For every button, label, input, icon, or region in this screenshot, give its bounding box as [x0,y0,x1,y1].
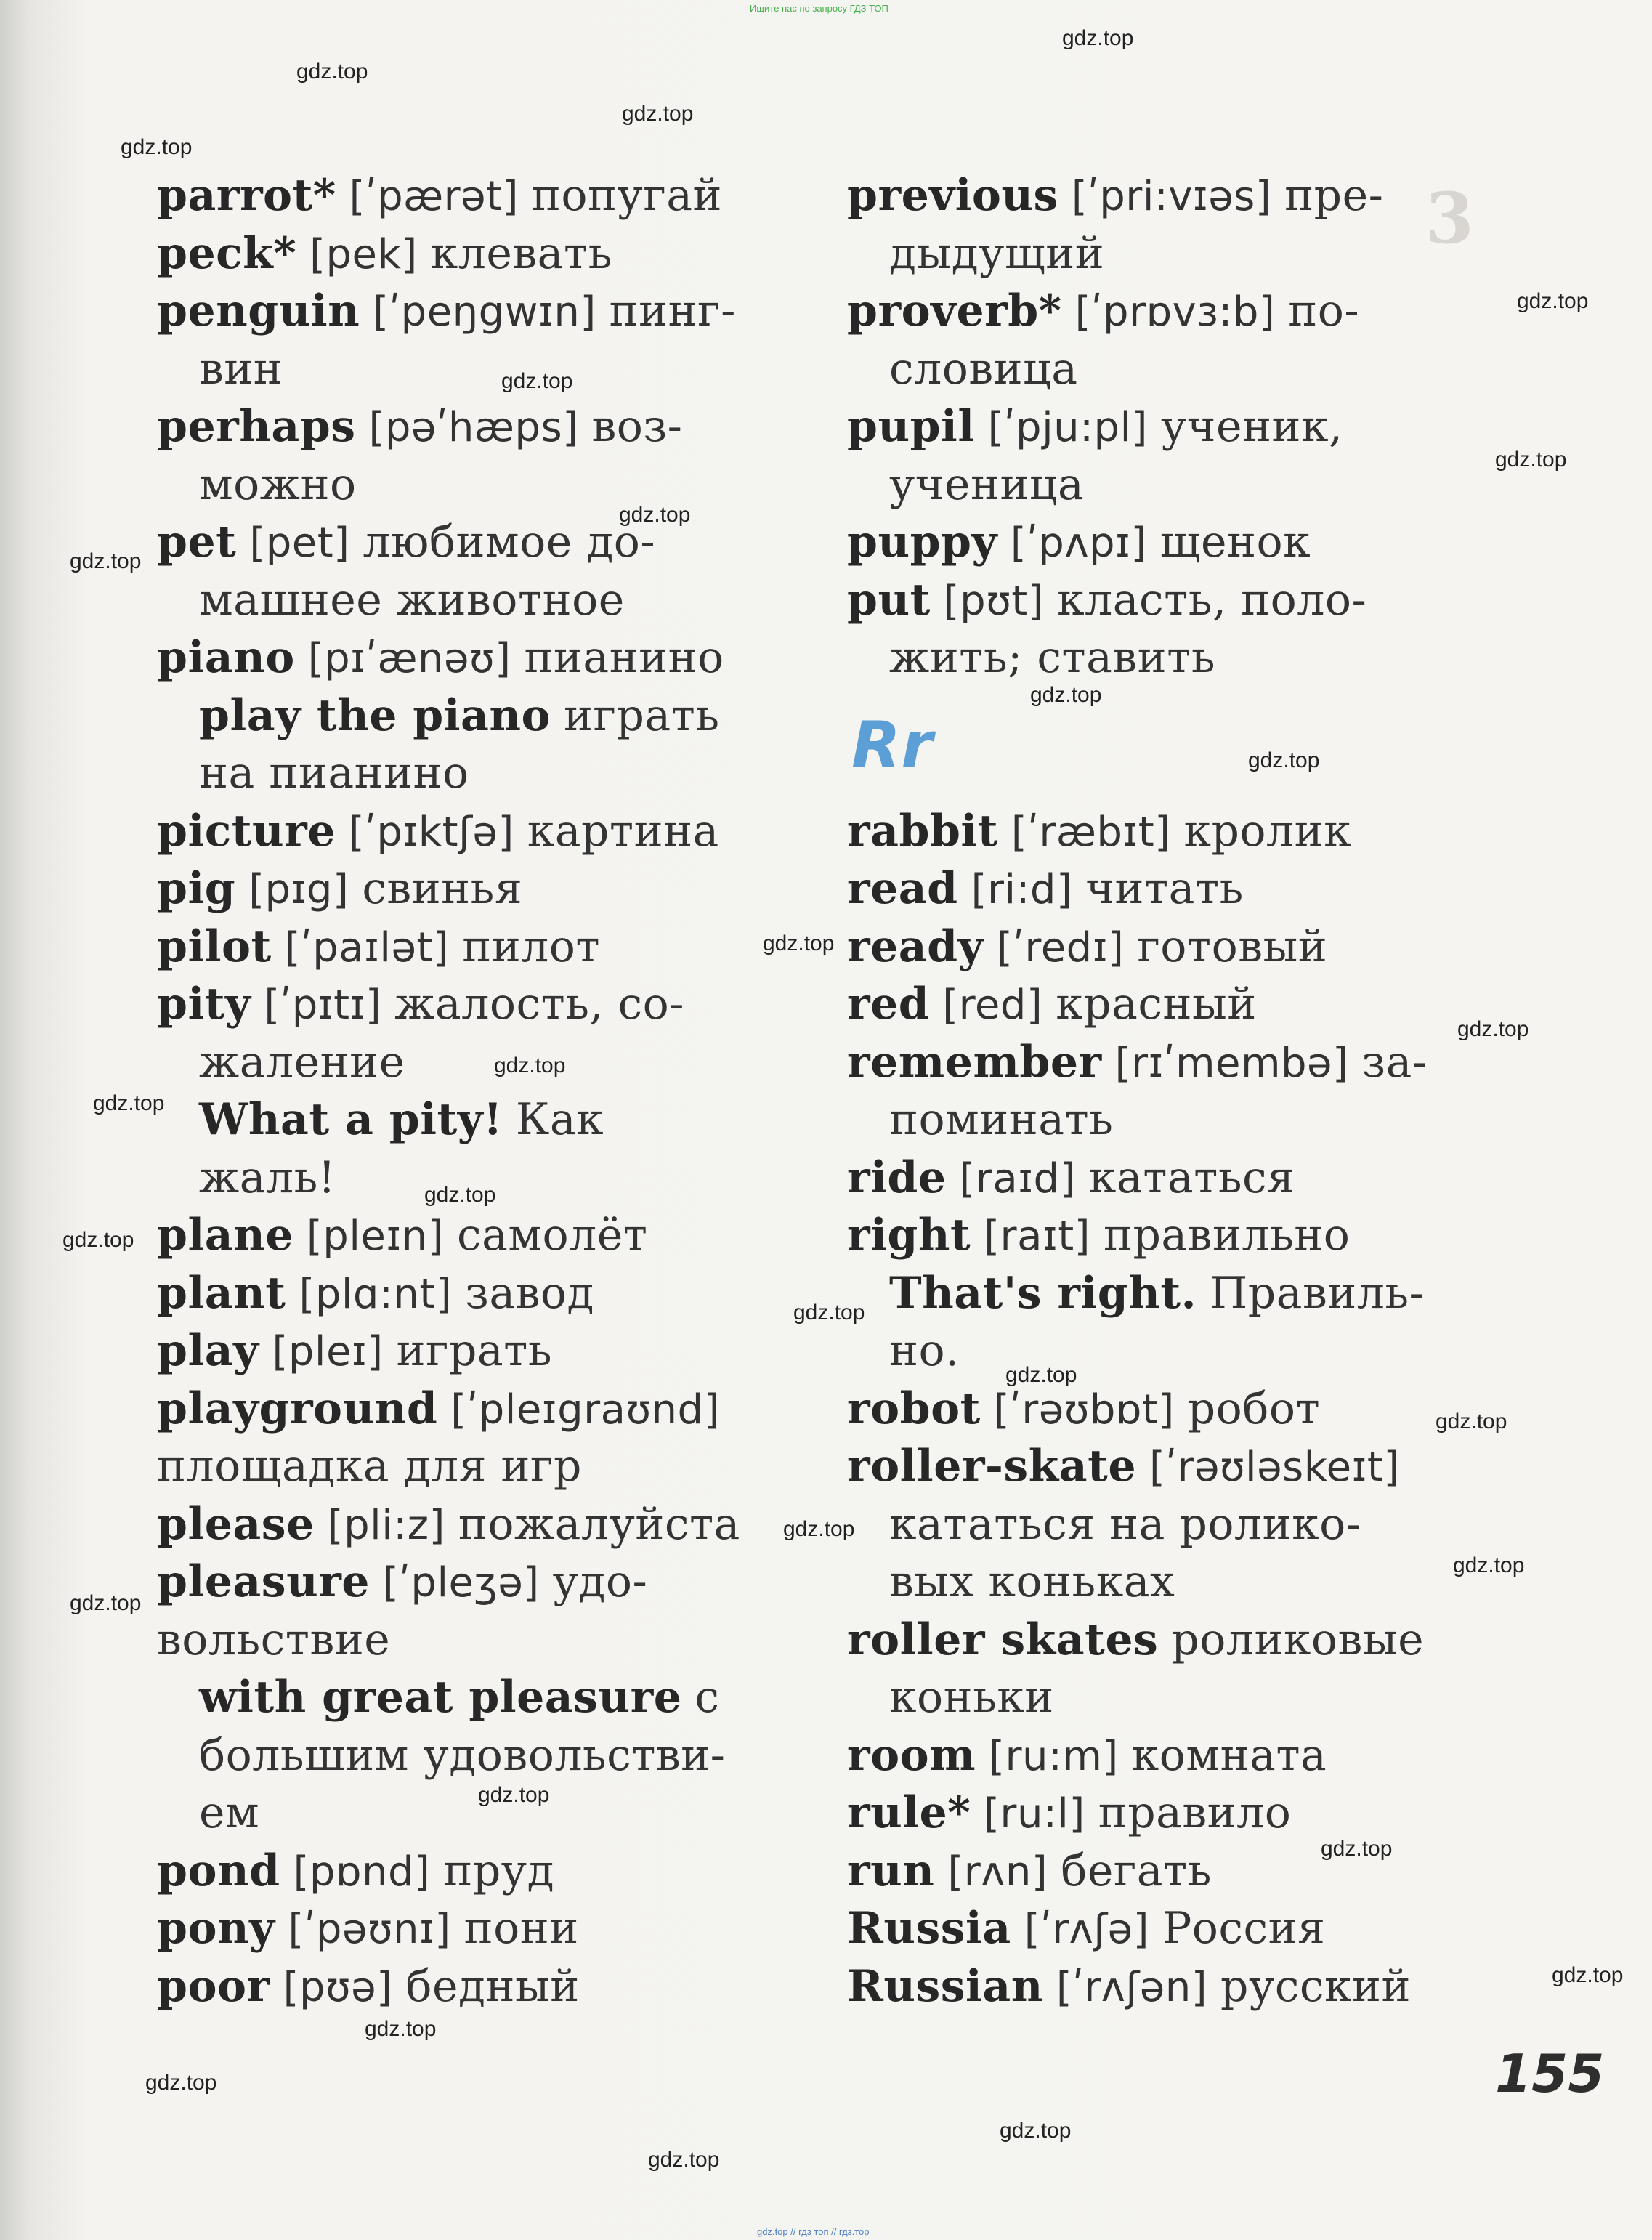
headword: That's right. [889,1267,1197,1319]
headword: rabbit [847,805,998,857]
headword: put [847,574,931,626]
translation: русский [1220,1960,1411,2012]
headword: perhaps [157,401,356,452]
transcription: [pleɪ] [272,1328,384,1375]
transcription: [pek] [309,230,418,278]
transcription: [plɑ:nt] [299,1270,453,1318]
translation: играть [396,1325,553,1376]
translation: жить; ставить [889,632,1216,683]
left-column [157,167,782,2015]
translation: правильно [1104,1210,1351,1261]
transcription: [ʹredɪ] [996,923,1125,971]
entry-continuation [847,225,1472,283]
translation: комната [1131,1729,1327,1781]
dictionary-entry [847,803,1472,861]
transcription: [ʹpʌpɪ] [1010,519,1147,567]
headword: read [847,863,958,914]
entry-continuation [847,456,1472,514]
headword: plant [157,1267,286,1319]
transcription: [ʹrəʊləskeɪt] [1149,1444,1400,1491]
watermark: gdz.top [1030,683,1102,707]
translation: дыдущий [889,227,1105,279]
translation: пилот [462,921,601,972]
watermark: gdz.top [494,1054,566,1077]
translation: площадка для игр [157,1441,582,1492]
transcription: [ʹpju:pl] [987,404,1148,451]
dictionary-entry [157,976,782,1034]
translation: клевать [430,227,612,279]
translation: воз- [591,401,683,452]
headword: ready [847,921,984,972]
watermark: gdz.top [1495,448,1567,472]
headword: What a pity! [199,1094,503,1145]
translation: самолёт [456,1210,648,1261]
dictionary-entry [157,167,782,225]
translation: можно [199,458,357,510]
headword: with great pleasure [199,1672,682,1723]
headword: parrot* [157,170,336,221]
dictionary-entry [157,803,782,861]
watermark: gdz.top [1248,748,1320,772]
translation: вин [199,343,283,395]
watermark: gdz.top [1321,1837,1393,1861]
headword: peck* [157,227,297,279]
entry-continuation [157,1612,782,1670]
dictionary-entry [847,918,1472,977]
transcription: [ʹpɪktʃə] [348,808,514,856]
headword: Russia [847,1903,1011,1954]
translation: ученица [889,458,1085,510]
translation: коньки [889,1672,1054,1723]
translation: Как [515,1094,604,1145]
dictionary-entry [847,167,1472,225]
dictionary-entry [847,1438,1472,1496]
section-heading [847,687,1472,803]
entry-continuation [157,341,782,399]
transcription: [rɪʹmembə] [1114,1039,1349,1087]
headword: remember [847,1036,1102,1088]
dictionary-entry [847,1380,1472,1439]
r-entries [847,803,1472,2016]
dictionary-entry [157,1380,782,1439]
entry-continuation [847,1669,1472,1727]
dictionary-entry [847,1727,1472,1785]
dictionary-entry [847,1958,1472,2016]
header-note: Ищите нас по запросу ГДЗ ТОП [750,3,888,14]
translation: щенок [1159,517,1311,567]
transcription: [pɪg] [248,866,349,913]
watermark: gdz.top [1457,1017,1529,1041]
headword: plane [157,1210,293,1261]
translation: картина [527,805,719,857]
transcription: [red] [942,982,1043,1029]
dictionary-entry [847,1612,1472,1670]
translation: готовый [1137,921,1328,972]
dictionary-entry [847,283,1472,341]
watermark: gdz.top [424,1183,496,1207]
headword: right [847,1210,971,1261]
dictionary-entry [157,687,782,745]
headword: previous [847,170,1058,221]
transcription: [ʹpærət] [349,173,519,220]
dictionary-entry [157,1900,782,1958]
translation: Россия [1162,1903,1326,1954]
translation: правило [1098,1787,1292,1838]
headword: run [847,1845,935,1896]
entry-continuation [847,341,1472,399]
translation: читать [1085,863,1244,914]
transcription: [ʹpleʒə] [382,1559,540,1606]
transcription: [ʹrəʊbɒt] [993,1386,1175,1434]
dictionary-entry [847,1900,1472,1958]
translation: пруд [443,1845,555,1896]
entry-continuation [847,629,1472,687]
dictionary-entry [847,1034,1472,1092]
watermark: gdz.top [145,2071,217,2095]
translation: ученик, [1160,401,1343,452]
dictionary-entry [157,1843,782,1901]
watermark: gdz.top [1552,1963,1624,1987]
headword: red [847,979,930,1030]
translation: ем [199,1787,260,1838]
translation: красный [1056,979,1257,1030]
watermark: gdz.top [763,931,835,955]
translation: кататься [1088,1152,1295,1203]
transcription: [pleɪn] [306,1213,444,1260]
transcription: [ʹræbɪt] [1011,808,1171,856]
transcription: [ʹpɪtɪ] [264,982,382,1029]
watermark: gdz.top [793,1301,865,1325]
translation: вых коньках [889,1556,1175,1607]
transcription: [ʹpeŋgwɪn] [373,288,596,336]
page-number: 155 [1495,2043,1605,2104]
translation: словица [889,343,1078,395]
translation: на пианино [199,748,469,798]
transcription: [ru:l] [984,1790,1085,1837]
headword: please [157,1498,315,1550]
headword: pilot [157,921,272,972]
transcription: [ʹrʌʃə] [1024,1906,1149,1953]
headword: pond [157,1845,280,1896]
watermark: gdz.top [1005,1363,1077,1387]
entry-continuation [157,1727,782,1785]
translation: машнее животное [199,574,625,626]
headword: roller skates [847,1614,1159,1665]
entry-continuation [847,1496,1472,1554]
dictionary-entry [847,1149,1472,1208]
headword: proverb* [847,286,1062,336]
dictionary-entry [847,572,1472,630]
transcription: [rʌn] [947,1848,1048,1896]
translation: пианино [524,632,724,683]
dictionary-entry [157,629,782,687]
dictionary-entry [847,1207,1472,1265]
entry-continuation [157,745,782,803]
headword: piano [157,632,295,683]
section-letter: Rr [851,707,934,783]
watermark: gdz.top [1436,1410,1507,1434]
dictionary-entry [157,1496,782,1554]
watermark: gdz.top [1517,289,1589,313]
transcription: [ʹprɒvɜ:b] [1074,288,1276,336]
entry-continuation [157,1438,782,1496]
headword: robot [847,1383,981,1434]
entry-continuation [847,1091,1472,1149]
dictionary-entry [157,1265,782,1323]
translation: но. [889,1325,960,1376]
dictionary-entry [157,1553,782,1612]
headword: room [847,1729,976,1781]
watermark: gdz.top [93,1091,165,1115]
translation: за- [1361,1036,1428,1088]
watermark: gdz.top [783,1517,855,1541]
footer-note: gdz.top // гдз топ // гдз.тор [757,2226,870,2237]
corner-glyph: 3 [1425,177,1474,259]
headword: play [157,1325,259,1376]
transcription: [ʹpaɪlət] [284,923,450,971]
translation: кролик [1183,805,1352,857]
translation: играть [564,690,720,741]
transcription: [pəʹhæps] [368,404,579,451]
entry-continuation [157,572,782,630]
headword: roller-skate [847,1441,1137,1492]
dictionary-entry [157,860,782,918]
headword: picture [157,805,336,857]
transcription: [raɪd] [959,1155,1076,1202]
entry-continuation [157,1784,782,1843]
watermark: gdz.top [365,2017,437,2041]
translation: жаление [199,1036,405,1088]
translation: любимое до- [363,517,656,567]
translation: пинг- [609,286,736,336]
entry-continuation [847,1322,1472,1380]
translation: пони [463,1903,579,1954]
headword: rule* [847,1787,971,1838]
translation: с [695,1672,720,1723]
watermark: gdz.top [501,369,573,393]
headword: puppy [847,517,997,567]
watermark: gdz.top [70,1591,142,1615]
watermark: gdz.top [121,135,193,159]
transcription: [ri:d] [971,866,1073,913]
translation: жаль! [199,1152,336,1203]
translation: робот [1187,1383,1321,1434]
transcription: [ʹrʌʃən] [1056,1963,1208,2011]
dictionary-entry [157,1958,782,2016]
translation: бегать [1061,1845,1212,1896]
headword: ride [847,1152,947,1203]
headword: play the piano [199,690,551,741]
transcription: [raɪt] [984,1213,1091,1260]
watermark: gdz.top [1000,2119,1072,2143]
translation: свинья [362,863,523,914]
transcription: [pɪʹænəʊ] [307,635,511,682]
transcription: [pʊə] [283,1963,393,2011]
translation: пре- [1284,170,1384,221]
translation: поминать [889,1094,1114,1145]
headword: pity [157,979,251,1030]
dictionary-entry [847,1265,1472,1323]
dictionary-entry [847,398,1472,456]
dictionary-entry [157,1207,782,1265]
transcription: [ʹpri:vɪəs] [1071,173,1272,220]
translation: вольствие [157,1614,391,1665]
translation: пожалуйста [458,1498,740,1550]
translation: кататься на ролико- [889,1498,1361,1550]
headword: penguin [157,286,360,336]
entry-continuation [157,1034,782,1092]
headword: pet [157,517,237,567]
dictionary-entry [847,860,1472,918]
dictionary-entry [157,283,782,341]
watermark: gdz.top [1453,1553,1525,1577]
dictionary-entry [847,976,1472,1034]
transcription: [pli:z] [327,1501,445,1549]
dictionary-entry [157,1322,782,1380]
headword: poor [157,1960,270,2012]
dictionary-entry [157,1669,782,1727]
translation: Правиль- [1209,1267,1425,1319]
watermark: gdz.top [478,1783,550,1807]
transcription: [pʊt] [943,577,1045,625]
headword: playground [157,1383,438,1434]
dictionary-entry [157,225,782,283]
watermark: gdz.top [648,2148,720,2172]
headword: pupil [847,401,975,452]
watermark: gdz.top [622,102,694,126]
transcription: [pet] [249,519,350,567]
headword: Russian [847,1960,1043,2012]
watermark: gdz.top [619,503,691,527]
headword: pony [157,1903,275,1954]
headword: pleasure [157,1556,370,1607]
translation: удо- [552,1556,648,1607]
translation: по- [1288,286,1360,336]
dictionary-entry [847,1784,1472,1843]
translation: завод [465,1267,594,1319]
right-column [847,167,1472,2015]
p-entries [847,167,1472,687]
watermark: gdz.top [296,60,368,84]
dictionary-entry [847,514,1472,572]
transcription: [ʹpəʊnɪ] [288,1906,451,1953]
translation: попугай [531,170,723,221]
dictionary-entry [157,918,782,977]
entry-continuation [847,1553,1472,1612]
dictionary-entry [157,398,782,456]
transcription: [pɒnd] [293,1848,431,1896]
translation: бедный [405,1960,580,2012]
translation: роликовые [1171,1614,1425,1665]
translation: большим удовольстви- [199,1729,726,1781]
watermark: gdz.top [70,549,142,573]
headword: pig [157,863,236,914]
watermark: gdz.top [62,1228,134,1252]
watermark: gdz.top [1062,26,1134,50]
translation: жалость, со- [394,979,685,1030]
transcription: [ʹpleɪgraʊnd] [450,1386,720,1434]
dictionary-entry [157,1091,782,1149]
translation: класть, поло- [1057,574,1367,626]
transcription: [ru:m] [989,1732,1119,1780]
